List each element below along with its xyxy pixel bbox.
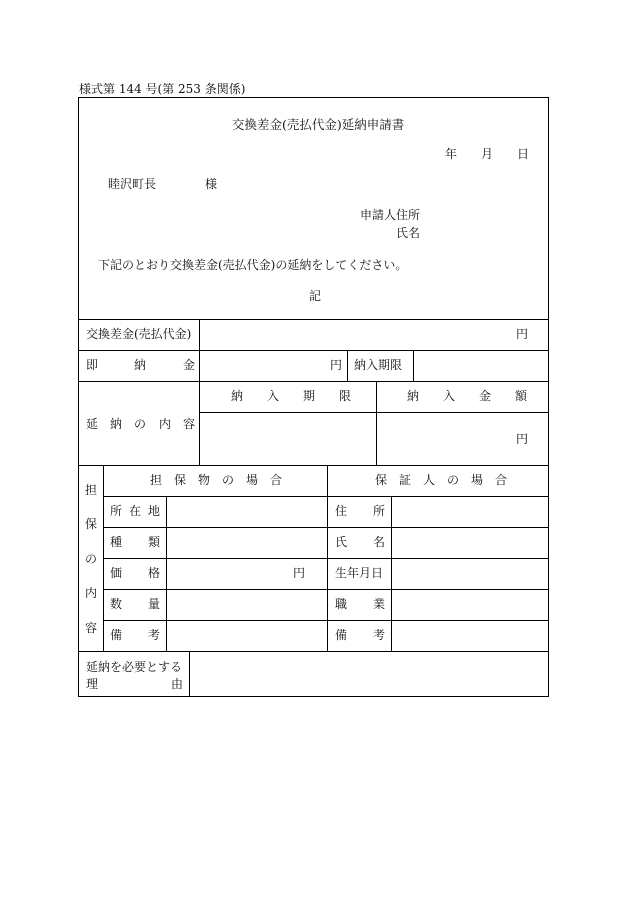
payment-amount-yen: 円 [516, 432, 529, 446]
immediate-payment-yen: 円 [330, 358, 343, 372]
guarantor-h3: 人 [423, 473, 436, 487]
collateral-location-1: 所 [110, 504, 123, 518]
collateral-h5: 場 [246, 473, 259, 487]
application-form [78, 97, 549, 697]
guarantor-note-2: 考 [373, 628, 386, 642]
form-code: 様式第 144 号(第 253 条関係) [79, 82, 246, 96]
line-v-amount [199, 319, 200, 350]
line-h1 [79, 319, 549, 320]
collateral-price-1: 価 [110, 566, 123, 580]
guarantor-birthdate: 生年月日 [335, 566, 384, 580]
security-side-5: 容 [85, 621, 98, 635]
line-h9 [103, 589, 549, 590]
line-v-gua-label [391, 496, 392, 651]
payment-deadline-label: 納入期限 [354, 358, 403, 372]
guarantor-h5: 場 [471, 473, 484, 487]
collateral-location-2: 在 [129, 504, 142, 518]
date-year-label: 年 [445, 147, 458, 161]
line-h8 [103, 558, 549, 559]
form-title: 交換差金(売払代金)延納申請書 [232, 117, 405, 132]
collateral-qty-2: 量 [148, 597, 161, 611]
payment-period-h2: 入 [267, 389, 280, 403]
collateral-note-2: 考 [148, 628, 161, 642]
security-side-4: 内 [85, 586, 98, 600]
date-month-label: 月 [481, 147, 494, 161]
payment-amount-h1: 納 [407, 389, 420, 403]
guarantor-h2: 証 [399, 473, 412, 487]
exchange-amount-yen: 円 [516, 327, 529, 341]
guarantor-name-1: 氏 [335, 535, 348, 549]
collateral-location-3: 地 [148, 504, 161, 518]
line-h4 [199, 412, 549, 413]
line-v-deadline-a [347, 350, 348, 381]
guarantor-h4: の [447, 473, 460, 487]
exchange-amount-label: 交換差金(売払代金) [86, 327, 192, 341]
addressee: 睦沢町長 [108, 177, 157, 191]
applicant-address-label: 申請人住所 [360, 208, 421, 222]
reason-label-2b: 由 [171, 677, 184, 691]
payment-amount-h2: 入 [443, 389, 456, 403]
line-v-sec-mid [327, 465, 328, 651]
ki-label: 記 [309, 289, 322, 303]
line-v-reason [189, 651, 190, 697]
collateral-h2: 保 [174, 473, 187, 487]
guarantor-address-1: 住 [335, 504, 348, 518]
line-h11 [79, 651, 549, 652]
line-v-deadline-b [413, 350, 414, 381]
collateral-qty-1: 数 [110, 597, 123, 611]
collateral-price-2: 格 [148, 566, 161, 580]
collateral-kind-2: 類 [148, 535, 161, 549]
collateral-kind-1: 種 [110, 535, 123, 549]
security-side-3: の [85, 552, 98, 566]
collateral-price-yen: 円 [293, 566, 306, 580]
reason-label-2a: 理 [86, 677, 99, 691]
line-v-side [103, 465, 104, 651]
guarantor-address-2: 所 [373, 504, 386, 518]
payment-period-h3: 期 [303, 389, 316, 403]
line-v-deferral [199, 381, 200, 465]
line-v-deferral-mid [376, 381, 377, 465]
deferral-label-1: 延 [86, 417, 99, 431]
collateral-h1: 担 [150, 473, 163, 487]
immediate-payment-label-2: 納 [134, 358, 147, 372]
deferral-label-2: 納 [110, 417, 123, 431]
line-h7 [103, 527, 549, 528]
intro-text: 下記のとおり交換差金(売払代金)の延納をしてください。 [98, 258, 408, 272]
line-h3 [79, 381, 549, 382]
collateral-h3: 物 [198, 473, 211, 487]
deferral-label-3: の [134, 417, 147, 431]
payment-amount-h4: 額 [515, 389, 528, 403]
immediate-payment-label-1: 即 [86, 358, 99, 372]
applicant-name-label: 氏名 [396, 226, 421, 240]
collateral-h6: 合 [270, 473, 283, 487]
immediate-payment-label-3: 金 [183, 358, 196, 372]
deferral-label-4: 内 [159, 417, 172, 431]
date-day-label: 日 [517, 147, 530, 161]
guarantor-name-2: 名 [373, 535, 386, 549]
payment-period-h1: 納 [231, 389, 244, 403]
guarantor-note-1: 備 [335, 628, 348, 642]
payment-amount-h3: 金 [479, 389, 492, 403]
guarantor-h6: 合 [495, 473, 508, 487]
security-side-2: 保 [85, 517, 98, 531]
security-side-1: 担 [85, 483, 98, 497]
honorific: 様 [205, 177, 218, 191]
payment-period-h4: 限 [339, 389, 352, 403]
line-h5 [79, 465, 549, 466]
line-h6 [103, 496, 549, 497]
line-h2 [79, 350, 549, 351]
collateral-h4: の [222, 473, 235, 487]
deferral-label-5: 容 [183, 417, 196, 431]
guarantor-job-2: 業 [373, 597, 386, 611]
reason-label-line1: 延納を必要とする [86, 660, 183, 674]
line-v-immediate [199, 350, 200, 381]
guarantor-h1: 保 [375, 473, 388, 487]
guarantor-job-1: 職 [335, 597, 348, 611]
collateral-note-1: 備 [110, 628, 123, 642]
line-h10 [103, 620, 549, 621]
line-v-col-label [166, 496, 167, 651]
